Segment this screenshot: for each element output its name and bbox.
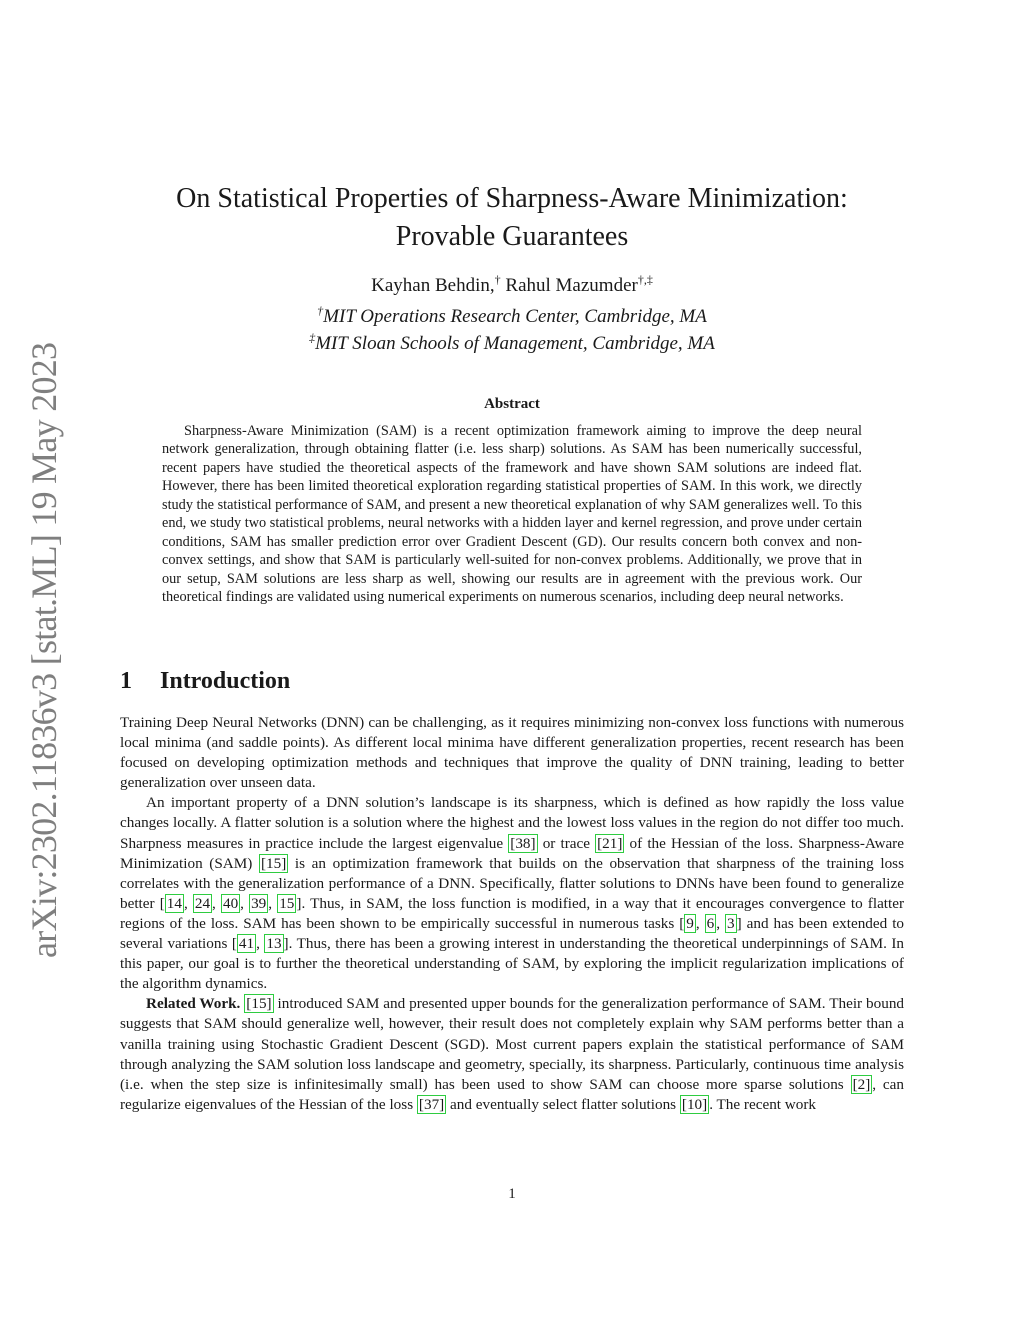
citation-link[interactable]: [37] bbox=[418, 1095, 445, 1113]
intro-paragraph-3 bbox=[120, 994, 904, 1115]
author-2-affiliation-mark: †,‡ bbox=[637, 272, 653, 287]
p2-text-1: An important property of a DNN solution’s landscape is its sharpness, which is defined as how rapidly the loss value changes locally. A flatter solution is a solution where the highest and the lowest loss values in the region do not differ too much. Sharpness measures in practice include the largest eigenvalue bbox=[120, 794, 904, 852]
arxiv-identifier-sidebar bbox=[10, 340, 76, 960]
affiliation-2-text: MIT Sloan Schools of Management, Cambridge, MA bbox=[315, 333, 715, 354]
p3-text-4: . The recent work bbox=[709, 1095, 817, 1113]
p2-text-3: of the Hessian of the loss. Sharpness-Aware Minimization (SAM) bbox=[120, 834, 904, 872]
citation-link[interactable]: 6 bbox=[706, 914, 715, 932]
citation-link[interactable]: 41 bbox=[238, 935, 255, 953]
author-2-name: Rahul Mazumder bbox=[505, 275, 638, 296]
citation-link[interactable]: [10] bbox=[681, 1095, 708, 1113]
author-1-affiliation-mark: † bbox=[494, 272, 501, 287]
section-heading-introduction bbox=[120, 668, 290, 695]
p2-text-5: . Thus, in SAM, the loss function is modified, in a way that it encourages convergence to flatter regions of the loss. SAM has been shown to be empirically successful in numerous tasks bbox=[120, 894, 905, 932]
related-work-runin: Related Work. bbox=[146, 995, 241, 1013]
title-line-2: Provable Guarantees bbox=[395, 221, 629, 252]
p2-text-2: or trace bbox=[537, 834, 596, 852]
p3-text-1: introduced SAM and presented upper bounds for the generalization performance of SAM. Their bound suggests that SAM should generalize well, however, their result does not completely explain why SAM performs better than a vanilla training using Stochastic Gradient Descent (SGD). Most current papers explain the statistical performance of SAM through analyzing the SAM solution loss landscape and geometry, specially, its sharpness. Particularly, continuous time analysis (i.e. when the step size is infinitesimally small) has been used to show SAM can choose more sparse solutions bbox=[120, 995, 905, 1093]
citation-link[interactable]: 3 bbox=[727, 914, 735, 932]
section-title: Introduction bbox=[160, 668, 291, 694]
paper-title bbox=[120, 180, 904, 256]
introduction-body bbox=[120, 713, 904, 1115]
citation-link[interactable]: [21] bbox=[597, 834, 623, 852]
p2-text-4: is an optimization framework that builds on the observation that sharpness of the training loss correlates with the generalization performance of a DNN. Specifically, flatter solutions to DNNs have been found to generalize better bbox=[120, 854, 905, 912]
citation-link[interactable]: 15 bbox=[279, 894, 295, 912]
author-1-name: Kayhan Behdin, bbox=[371, 275, 495, 296]
citation-link[interactable]: 13 bbox=[266, 935, 282, 953]
arxiv-stamp-svg bbox=[10, 340, 76, 960]
citation-link[interactable]: [2] bbox=[852, 1075, 871, 1093]
citation-link[interactable]: 40 bbox=[222, 894, 239, 912]
affiliation-1 bbox=[120, 304, 904, 330]
intro-paragraph-1: Training Deep Neural Networks (DNN) can be challenging, as it requires minimizing non-convex loss functions with numerous local minima (and saddle points). As different local minima have different generalization properties, recent research has been focused on developing optimization methods and techniques that improve the quality of DNN training, leading to better generalization over unseen data. bbox=[120, 714, 904, 792]
arxiv-id-text: arXiv:2302.11836v3 [stat.ML] 19 May 2023 bbox=[24, 342, 64, 958]
citation-link[interactable]: 24 bbox=[194, 894, 211, 912]
affiliation-1-mark: † bbox=[317, 303, 324, 318]
abstract-body: Sharpness-Aware Minimization (SAM) is a recent optimization framework aiming to improve the deep neural network generalization, through obtaining flatter (i.e. less sharp) solutions. As SAM has been numerically successful, recent papers have studied the theoretical aspects of the framework and have shown SAM solutions are indeed flat. However, there has been limited theoretical exploration regarding statistical properties of SAM. In this work, we directly study the statistical performance of SAM, and present a new theoretical explanation of why SAM generalizes well. To this end, we study two statistical problems, neural networks with a hidden layer and kernel regression, and prove under certain conditions, SAM has smaller prediction error over Gradient Descent (GD). Our results concern both convex and non-convex settings, and show that SAM is particularly well-suited for non-convex problems. Additionally, we prove that in our setup, SAM solutions are less sharp as well, showing our results are in agreement with the previous work. Our theoretical findings are validated using numerical experiments on numerous scenarios, including deep neural networks. bbox=[162, 423, 862, 606]
author-list bbox=[120, 273, 904, 299]
citation-link[interactable]: [38] bbox=[510, 834, 536, 852]
p3-text-2: , can regularize eigenvalues of the Hessian of the loss bbox=[120, 1075, 904, 1113]
affiliation-2 bbox=[120, 331, 904, 357]
section-number: 1 bbox=[120, 668, 132, 694]
citation-link[interactable]: [15] bbox=[246, 995, 272, 1013]
affiliation-1-text: MIT Operations Research Center, Cambridge, MA bbox=[323, 306, 707, 327]
affiliation-2-mark: ‡ bbox=[309, 330, 316, 345]
p3-text-3: and eventually select flatter solutions bbox=[446, 1095, 680, 1113]
p2-text-7: . Thus, there has been a growing interest in understanding the theoretical underpinnings of SAM. In this paper, our goal is to further the theoretical understanding of SAM, by exploring the implicit regularization implications of the algorithm dynamics. bbox=[120, 935, 904, 993]
p2-text-6: and has been extended to several variations bbox=[120, 914, 905, 953]
intro-paragraph-2: An important property of a DNN solution’s landscape is its sharpness, which is defined as how rapidly the loss value changes locally. A flatter solution is a solution where the highest and the lowest loss values in the region do not differ too much. Sharpness measures in practice include the largest eigenvalue [38] or trace [21] of the Hessian of the loss. Sharpness-Aware Minimization (SAM) [15] is an optimization framework that builds on the observation that sharpness of the training loss correlates with the generalization performance of a DNN. Specifically, flatter solutions to DNNs have been found to generalize better [ 14 , 24 , 40 , 39 , 15 ]. Thus, in SAM, the loss function is modified, in a way that it encourages convergence to flatter regions of the loss. SAM has been shown to be empirically successful in numerous tasks [ 9 , 6 , 3 ] and has been extended to several variations [ 41 , 13 ]. Thus, there has been a growing interest in understanding the theoretical underpinnings of SAM. In this paper, our goal is to further the theoretical understanding of SAM, by exploring the implicit regularization implications of the algorithm dynamics. bbox=[120, 794, 905, 993]
page-number: 1 bbox=[508, 1186, 516, 1202]
abstract-heading: Abstract bbox=[484, 396, 540, 412]
citation-link[interactable]: 14 bbox=[166, 894, 182, 912]
title-line-1: On Statistical Properties of Sharpness-Aware Minimization: bbox=[176, 183, 848, 214]
citation-link[interactable]: 9 bbox=[686, 914, 694, 932]
citation-link[interactable]: 39 bbox=[251, 894, 267, 912]
citation-link[interactable]: [15] bbox=[260, 854, 287, 872]
